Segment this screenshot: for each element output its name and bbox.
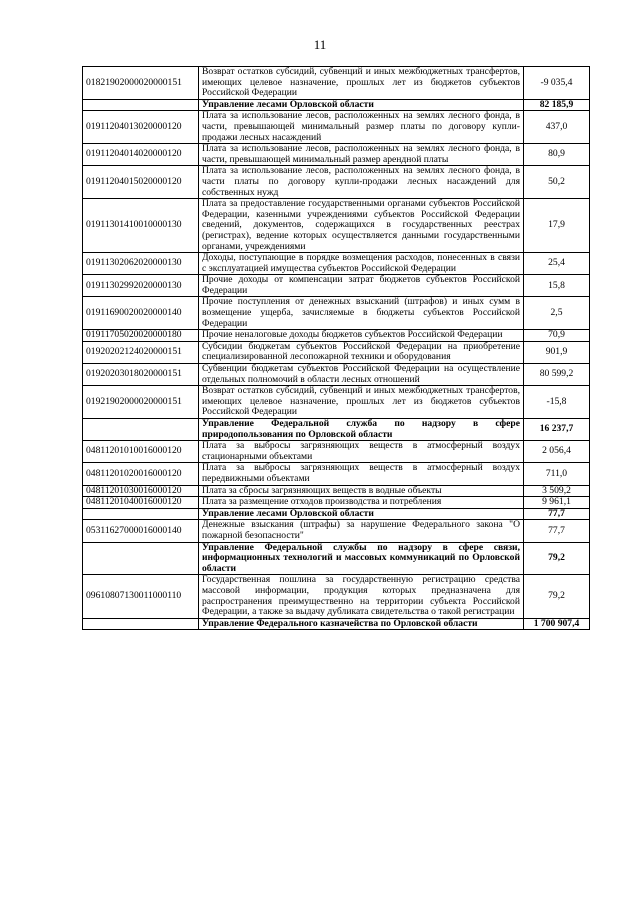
amount-cell: 711,0 <box>524 463 590 485</box>
budget-code-cell: 04811201030016000120 <box>83 485 199 497</box>
department-header-row <box>83 508 590 520</box>
budget-code-cell <box>83 508 199 520</box>
amount-cell: -15,8 <box>524 386 590 419</box>
description-cell: Прочие доходы от компенсации затрат бюджетов субъектов Российской Федерации <box>199 275 524 297</box>
page-number: 11 <box>313 37 327 52</box>
description-cell: Управление Федерального казначейства по Орловской области <box>199 618 524 630</box>
table-row <box>83 364 590 386</box>
budget-code-cell: 01911204013020000120 <box>83 111 199 144</box>
table-row <box>83 253 590 275</box>
amount-cell: 79,2 <box>524 575 590 618</box>
table-row <box>83 341 590 363</box>
amount-cell: 80 599,2 <box>524 364 590 386</box>
table-row <box>83 386 590 419</box>
budget-code-cell: 04811201040016000120 <box>83 497 199 509</box>
description-cell: Плата за выбросы загрязняющих веществ в атмосферный воздух передвижными объектами <box>199 463 524 485</box>
description-cell: Плата за использование лесов, расположенных на землях лесного фонда, в части платы по договору купли-продажи лесных насаждений для собственных нужд <box>199 166 524 199</box>
budget-code-cell: 04811201010016000120 <box>83 441 199 463</box>
table-row <box>83 485 590 497</box>
budget-code-cell <box>83 618 199 630</box>
amount-cell: 2,5 <box>524 297 590 330</box>
description-cell: Плата за использование лесов, расположенных на землях лесного фонда, в части, превышающей минимальный размер платы по договору купли-продажи лесных насаждений <box>199 111 524 144</box>
description-cell: Управление лесами Орловской области <box>199 508 524 520</box>
description-cell: Государственная пошлина за государственную регистрацию средства массовой информации, продукция которых предназначена для распространения преимущественно на территории субъекта Российской Федерации, а также за выдачу дубликата свидетельства о такой регистрации <box>199 575 524 618</box>
budget-code-cell <box>83 542 199 575</box>
amount-cell: 50,2 <box>524 166 590 199</box>
budget-code-cell: 04811201020016000120 <box>83 463 199 485</box>
department-header-row <box>83 99 590 111</box>
table-row <box>83 166 590 199</box>
budget-code-cell: 01920202124020000151 <box>83 341 199 363</box>
budget-code-cell: 01911204015020000120 <box>83 166 199 199</box>
budget-code-cell: 01911302062020000130 <box>83 253 199 275</box>
description-cell: Плата за выбросы загрязняющих веществ в атмосферный воздух стационарными объектами <box>199 441 524 463</box>
table-row <box>83 330 590 342</box>
description-cell: Управление Федеральной служба по надзору в сфере природопользования по Орловской области <box>199 419 524 441</box>
amount-cell: 437,0 <box>524 111 590 144</box>
amount-cell: 17,9 <box>524 199 590 253</box>
description-cell: Денежные взыскания (штрафы) за нарушение Федерального закона "О пожарной безопасности" <box>199 520 524 542</box>
table-row <box>83 520 590 542</box>
amount-cell: 1 700 907,4 <box>524 618 590 630</box>
budget-code-cell: 01911690020020000140 <box>83 297 199 330</box>
budget-code-cell: 01911705020020000180 <box>83 330 199 342</box>
amount-cell: 79,2 <box>524 542 590 575</box>
budget-code-cell: 01920203018020000151 <box>83 364 199 386</box>
description-cell: Прочие неналоговые доходы бюджетов субъектов Российской Федерации <box>199 330 524 342</box>
budget-revenue-table <box>82 66 590 630</box>
table-row <box>83 441 590 463</box>
department-header-row <box>83 542 590 575</box>
amount-cell: 70,9 <box>524 330 590 342</box>
description-cell: Возврат остатков субсидий, субвенций и иных межбюджетных трансфертов, имеющих целевое назначение, прошлых лет из бюджетов субъектов Российской Федерации <box>199 67 524 100</box>
amount-cell: 3 509,2 <box>524 485 590 497</box>
description-cell: Прочие поступления от денежных взысканий (штрафов) и иных сумм в возмещение ущерба, зачисляемые в бюджеты субъектов Российской Федерации <box>199 297 524 330</box>
table-row <box>83 497 590 509</box>
table-row <box>83 67 590 100</box>
budget-code-cell: 01921902000020000151 <box>83 386 199 419</box>
description-cell: Плата за размещение отходов производства и потребления <box>199 497 524 509</box>
budget-code-cell: 01821902000020000151 <box>83 67 199 100</box>
description-cell: Управление Федеральной службы по надзору в сфере связи, информационных технологий и массовых коммуникаций по Орловской области <box>199 542 524 575</box>
budget-code-cell: 01911302992020000130 <box>83 275 199 297</box>
amount-cell: 9 961,1 <box>524 497 590 509</box>
amount-cell: 15,8 <box>524 275 590 297</box>
description-cell: Субвенции бюджетам субъектов Российской Федерации на осуществление отдельных полномочий в области лесных отношений <box>199 364 524 386</box>
description-cell: Управление лесами Орловской области <box>199 99 524 111</box>
table-row <box>83 575 590 618</box>
amount-cell: 16 237,7 <box>524 419 590 441</box>
amount-cell: 77,7 <box>524 508 590 520</box>
description-cell: Доходы, поступающие в порядке возмещения расходов, понесенных в связи с эксплуатацией имущества субъектов Российской Федерации <box>199 253 524 275</box>
amount-cell: 901,9 <box>524 341 590 363</box>
description-cell: Плата за предоставление государственными органами субъектов Российской Федерации, казенными учреждениями субъектов Российской Федерации сведений, документов, содержащихся в государственных реестрах (регистрах), ведение которых осуществляется данными государственными органами, учреждениями <box>199 199 524 253</box>
budget-code-cell: 09610807130011000110 <box>83 575 199 618</box>
table-row <box>83 275 590 297</box>
table-row <box>83 199 590 253</box>
description-cell: Плата за использование лесов, расположенных на землях лесного фонда, в части, превышающей минимальный размер арендной платы <box>199 144 524 166</box>
amount-cell: -9 035,4 <box>524 67 590 100</box>
amount-cell: 82 185,9 <box>524 99 590 111</box>
table-row <box>83 297 590 330</box>
table-row <box>83 463 590 485</box>
table-row <box>83 111 590 144</box>
amount-cell: 2 056,4 <box>524 441 590 463</box>
budget-code-cell: 01911204014020000120 <box>83 144 199 166</box>
description-cell: Субсидии бюджетам субъектов Российской Федерации на приобретение специализированной лесопожарной техники и оборудования <box>199 341 524 363</box>
description-cell: Плата за сбросы загрязняющих веществ в водные объекты <box>199 485 524 497</box>
budget-code-cell <box>83 419 199 441</box>
amount-cell: 77,7 <box>524 520 590 542</box>
budget-code-cell <box>83 99 199 111</box>
table-row <box>83 144 590 166</box>
amount-cell: 80,9 <box>524 144 590 166</box>
budget-code-cell: 01911301410010000130 <box>83 199 199 253</box>
department-header-row <box>83 419 590 441</box>
budget-code-cell: 05311627000016000140 <box>83 520 199 542</box>
description-cell: Возврат остатков субсидий, субвенций и иных межбюджетных трансфертов, имеющих целевое назначение, прошлых лет из бюджетов субъектов Российской Федерации <box>199 386 524 419</box>
amount-cell: 25,4 <box>524 253 590 275</box>
department-header-row <box>83 618 590 630</box>
